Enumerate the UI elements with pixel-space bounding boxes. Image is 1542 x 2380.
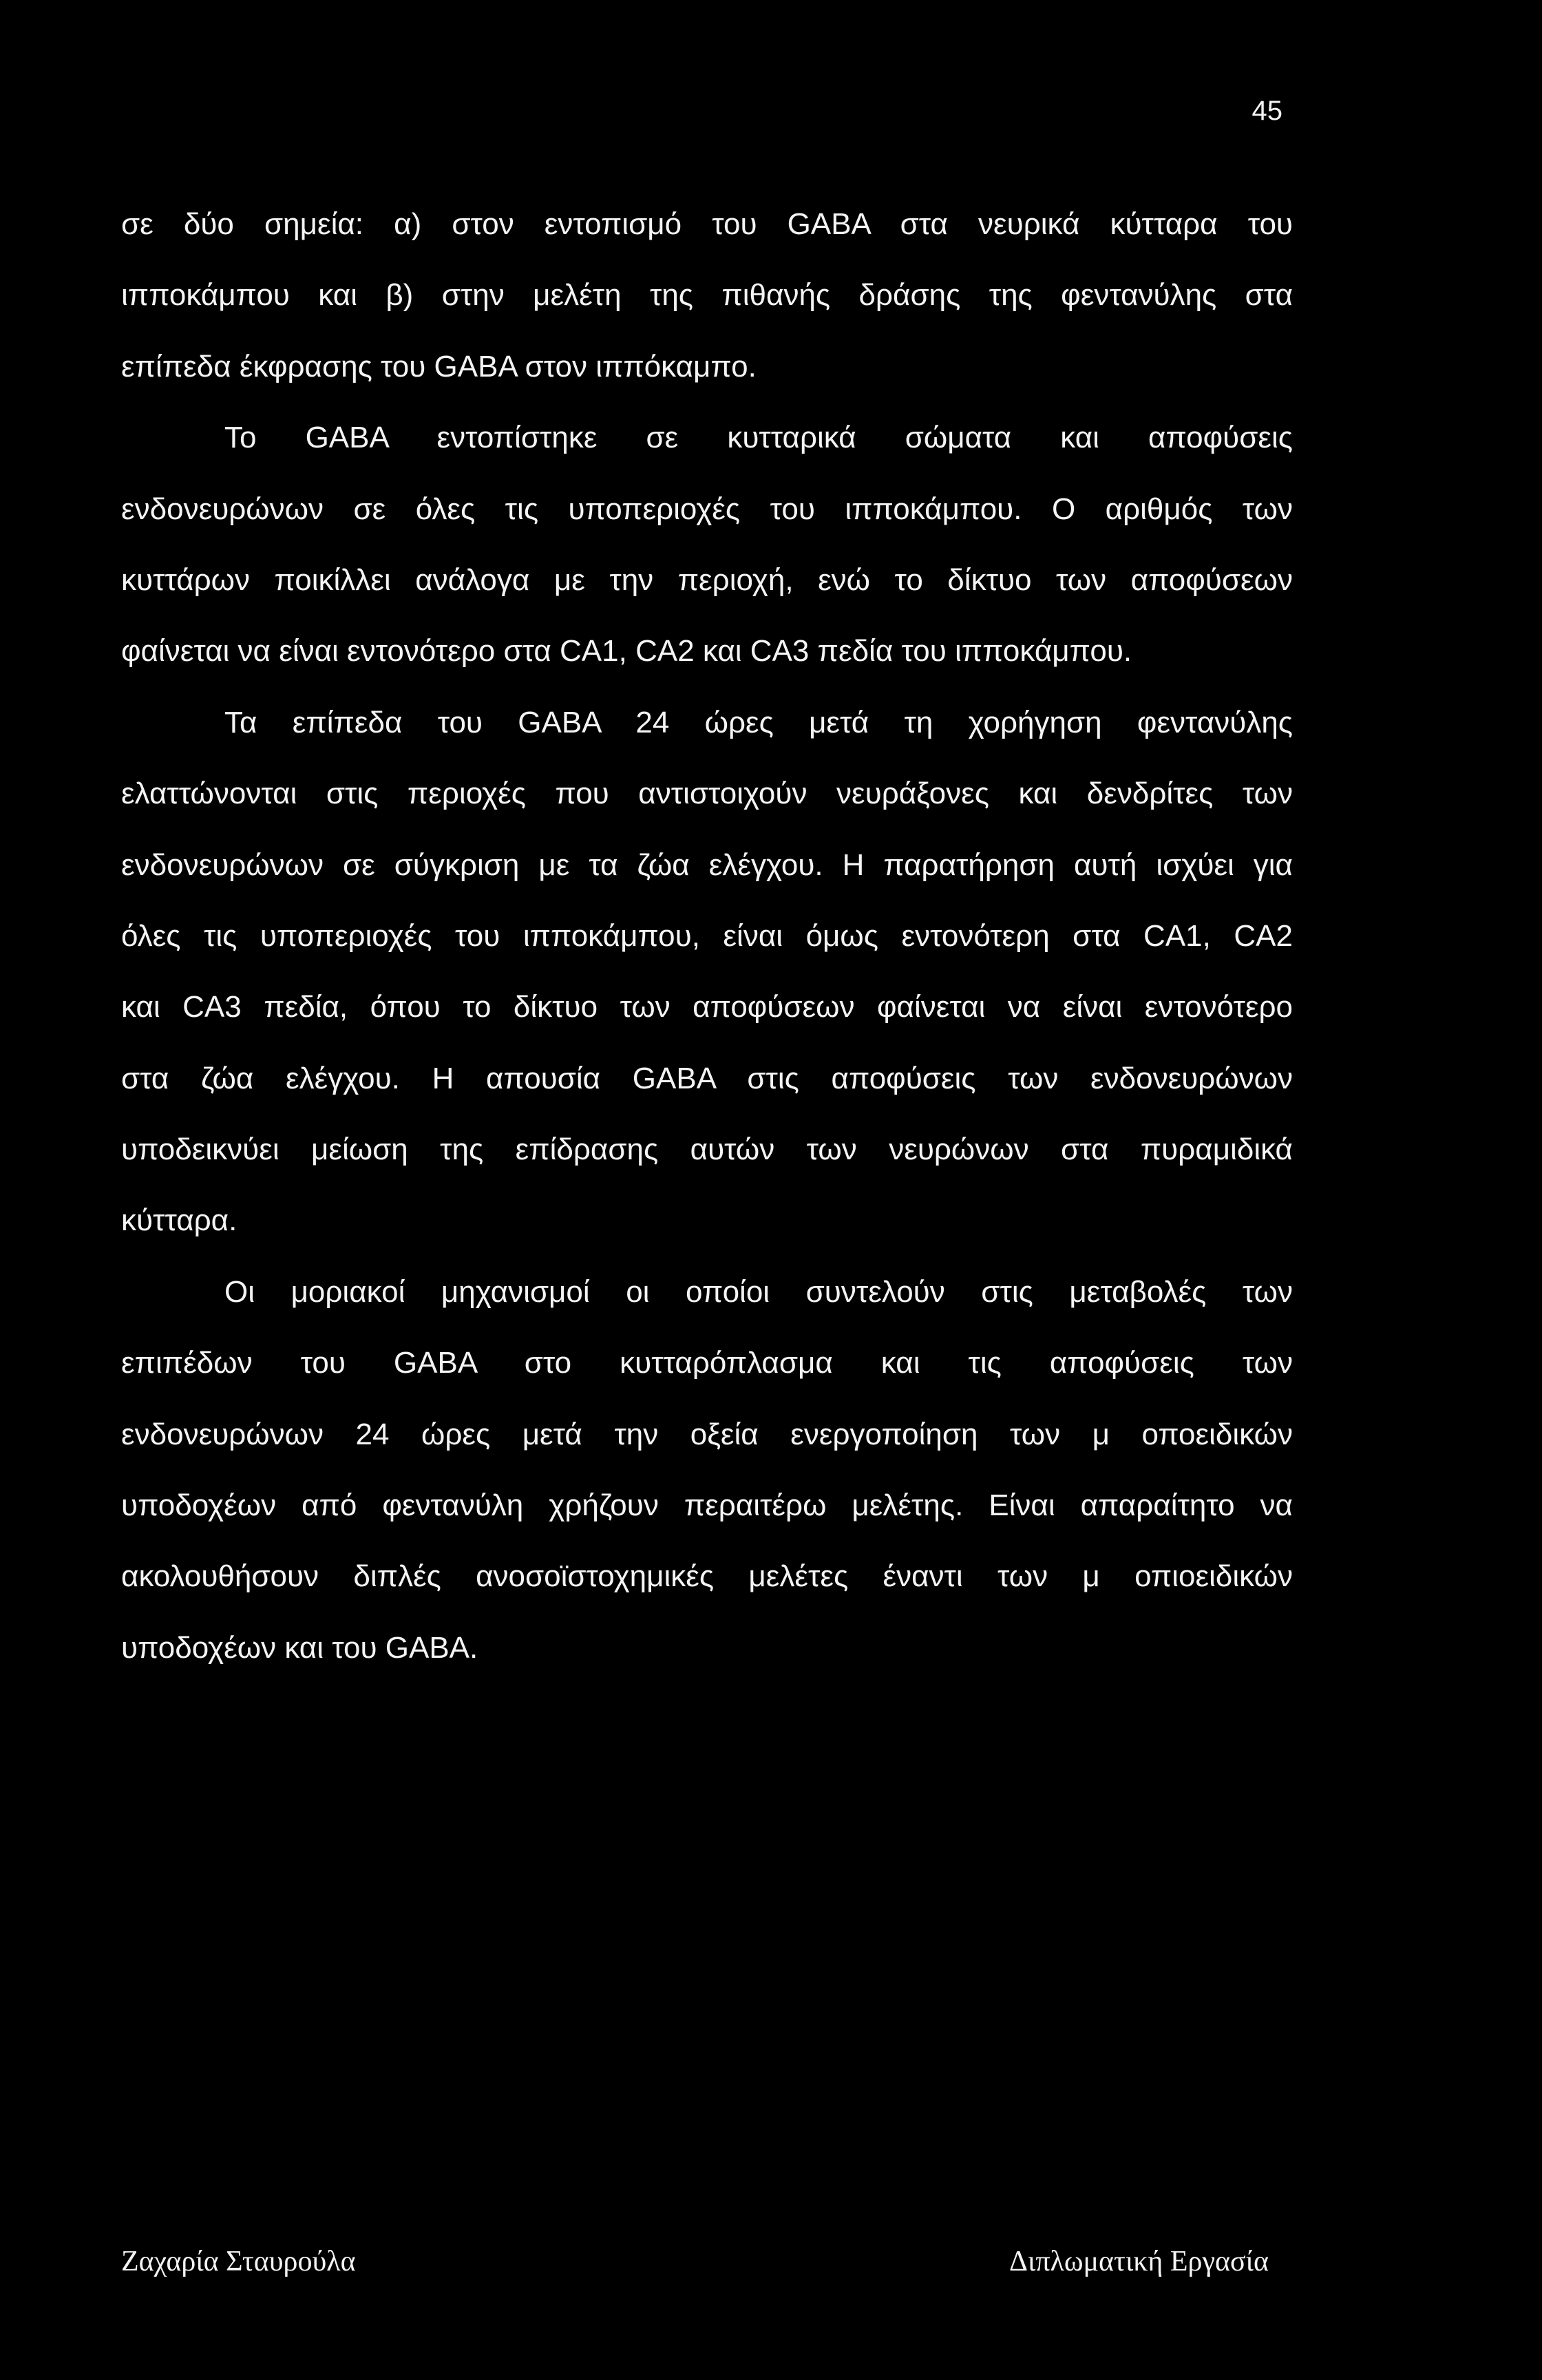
text-line: ενδονευρώνων σε όλες τις υποπεριοχές του ιπποκάμπου. Ο αριθμός των bbox=[121, 492, 1293, 526]
text-line: όλες τις υποπεριοχές του ιπποκάμπου, είναι όμως εντονότερη στα CA1, CA2 bbox=[121, 918, 1293, 953]
text-line: ιπποκάμπου και β) στην μελέτη της πιθανής δράσης της φεντανύλης στα bbox=[121, 278, 1293, 313]
text-line: υποδοχέων και του GABA. bbox=[121, 1630, 478, 1665]
text-line: και CA3 πεδία, όπου το δίκτυο των αποφύσεων φαίνεται να είναι εντονότερο bbox=[121, 990, 1293, 1024]
text-line: επιπέδων του GABA στο κυτταρόπλασμα και τις αποφύσεις των bbox=[121, 1346, 1293, 1380]
text-line: ενδονευρώνων 24 ώρες μετά την οξεία ενεργοποίηση των μ οποειδικών bbox=[121, 1417, 1293, 1451]
footer-document-type: Διπλωματική Εργασία bbox=[1009, 2246, 1269, 2277]
paragraph-first-line: Το GABA εντοπίστηκε σε κυτταρικά σώματα και αποφύσεις bbox=[224, 421, 1293, 455]
text-line: σε δύο σημεία: α) στον εντοπισμό του GABA στα νευρικά κύτταρα του bbox=[121, 207, 1293, 241]
text-line: επίπεδα έκφρασης του GABA στον ιππόκαμπο. bbox=[121, 349, 757, 383]
text-line: ενδονευρώνων σε σύγκριση με τα ζώα ελέγχου. Η παρατήρηση αυτή ισχύει για bbox=[121, 847, 1293, 882]
text-line: υποδεικνύει μείωση της επίδρασης αυτών των νευρώνων στα πυραμιδικά bbox=[121, 1133, 1293, 1167]
footer-author: Ζαχαρία Σταυρούλα bbox=[121, 2246, 356, 2277]
text-line: κυττάρων ποικίλλει ανάλογα με την περιοχή, ενώ το δίκτυο των αποφύσεων bbox=[121, 562, 1293, 597]
text-line: ελαττώνονται στις περιοχές που αντιστοιχούν νευράξονες και δενδρίτες των bbox=[121, 777, 1293, 811]
paragraph-first-line: Τα επίπεδα του GABA 24 ώρες μετά τη χορήγηση φεντανύλης bbox=[224, 705, 1293, 739]
paragraph-first-line: Οι μοριακοί μηχανισμοί οι οποίοι συντελούν στις μεταβολές των bbox=[224, 1274, 1293, 1309]
text-line: ακολουθήσουν διπλές ανοσοϊστοχημικές μελέτες έναντι των μ οπιοειδικών bbox=[121, 1559, 1293, 1594]
body-text bbox=[121, 189, 1293, 1683]
text-line: κύτταρα. bbox=[121, 1203, 237, 1238]
page-number: 45 bbox=[1251, 96, 1282, 126]
text-line: φαίνεται να είναι εντονότερο στα CA1, CA2 και CA3 πεδία του ιπποκάμπου. bbox=[121, 634, 1132, 668]
text-line: στα ζώα ελέγχου. Η απουσία GABA στις αποφύσεις των ενδονευρώνων bbox=[121, 1061, 1293, 1095]
text-line: υποδοχέων από φεντανύλη χρήζουν περαιτέρω μελέτης. Είναι απαραίτητο να bbox=[121, 1488, 1293, 1523]
